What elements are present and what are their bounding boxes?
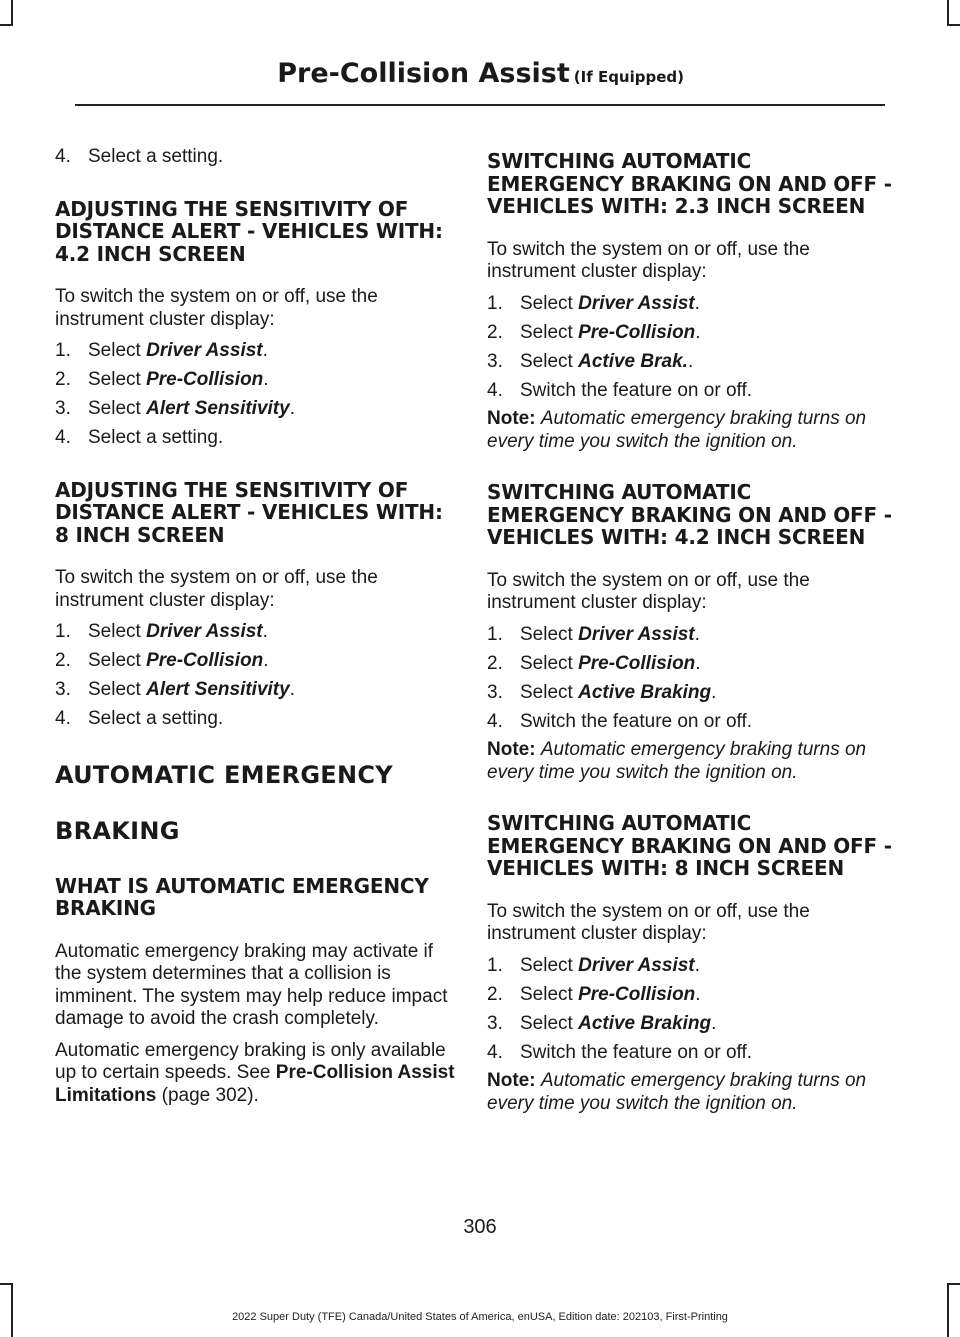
list-item: 3. Select Alert Sensitivity. [55,398,295,419]
chapter-heading-line-2: BRAKING [55,816,180,845]
crop-mark-top-right-h [947,24,960,26]
list-item: 1. Select Driver Assist. [487,292,700,314]
list-item: 2. Select Pre-Collision. [487,983,701,1005]
list-item: 3. Select Active Brak.. [487,350,694,372]
crop-mark-bottom-left-v [11,1283,13,1337]
chapter-title-main: Pre-Collision Assist [277,58,570,89]
note: Note: Automatic emergency braking turns on every time you switch the ignition on. [487,408,867,452]
intro-text: To switch the system on or off, use the instrument cluster display: [487,900,810,944]
chapter-heading-line-1: AUTOMATIC EMERGENCY [55,760,393,789]
header-divider [75,104,885,106]
crop-mark-top-right-v [947,0,949,24]
crop-mark-top-left-h [0,24,13,26]
section-heading: SWITCHING AUTOMATIC EMERGENCY BRAKING ON AND OFF - VEHICLES WITH: 2.3 INCH SCREEN [487,149,892,218]
crop-mark-bottom-left-h [0,1283,13,1285]
step-list [55,340,455,450]
crop-mark-bottom-right-h [947,1283,960,1285]
step-list [487,624,892,734]
left-column [55,146,455,1107]
intro-text: To switch the system on or off, use the instrument cluster display: [55,286,378,330]
list-item: 1. Select Driver Assist. [55,621,268,642]
section-heading: ADJUSTING THE SENSITIVITY OF DISTANCE ALERT - VEHICLES WITH: 4.2 INCH SCREEN [55,196,443,266]
list-item: 4. Select a setting. [55,708,224,729]
cross-reference-link[interactable]: Pre-Collision Assist Limitations [55,1062,455,1106]
section-heading: ADJUSTING THE SENSITIVITY OF DISTANCE ALERT - VEHICLES WITH: 8 INCH SCREEN [55,477,443,547]
list-item: 3. Select Alert Sensitivity. [55,679,295,700]
list-item: 3. Select Active Braking. [487,1012,717,1034]
list-item: 4. Select a setting. [55,146,224,167]
chapter-title [277,58,684,89]
step-list [487,955,892,1065]
chapter-title-suffix: (If Equipped) [573,68,684,86]
step-list-top [55,146,455,169]
chapter-heading [55,747,455,859]
intro-text: To switch the system on or off, use the instrument cluster display: [487,569,810,613]
step-list [55,621,455,731]
note: Note: Automatic emergency braking turns on every time you switch the ignition on. [487,1070,867,1114]
list-item: 2. Select Pre-Collision. [487,652,701,674]
right-column [487,146,892,1115]
list-item: 2. Select Pre-Collision. [487,321,701,343]
intro-text: To switch the system on or off, use the instrument cluster display: [487,238,810,282]
section-heading: WHAT IS AUTOMATIC EMERGENCY BRAKING [55,873,429,920]
list-item: 2. Select Pre-Collision. [55,650,269,671]
list-item: 1. Select Driver Assist. [55,340,268,361]
list-item: 1. Select Driver Assist. [487,954,700,976]
section-heading: SWITCHING AUTOMATIC EMERGENCY BRAKING ON AND OFF - VEHICLES WITH: 8 INCH SCREEN [487,811,892,880]
list-item: 4. Switch the feature on or off. [487,710,753,732]
intro-text: To switch the system on or off, use the instrument cluster display: [55,567,378,611]
body-paragraph: Automatic emergency braking may activate if the system determines that a collision is imminent. The system may help reduce impact damage to avoid the crash completely. [55,940,448,1029]
crop-mark-top-left-v [11,0,13,24]
page-number: 306 [463,1216,497,1238]
list-item: 4. Switch the feature on or off. [487,379,753,401]
step-list [487,293,892,403]
list-item: 3. Select Active Braking. [487,681,717,703]
list-item: 2. Select Pre-Collision. [55,369,269,390]
list-item: 4. Select a setting. [55,427,224,448]
section-heading: SWITCHING AUTOMATIC EMERGENCY BRAKING ON AND OFF - VEHICLES WITH: 4.2 INCH SCREEN [487,480,892,549]
footer-edition-info: 2022 Super Duty (TFE) Canada/United States of America, enUSA, Edition date: 202103, First-Printing [232,1311,728,1323]
crop-mark-bottom-right-v [947,1283,949,1337]
list-item: 4. Switch the feature on or off. [487,1041,753,1063]
body-paragraph: Automatic emergency braking is only available up to certain speeds. See Pre-Collision Assist Limitations (page 302). [55,1039,455,1106]
list-item: 1. Select Driver Assist. [487,623,700,645]
note: Note: Automatic emergency braking turns on every time you switch the ignition on. [487,739,867,783]
